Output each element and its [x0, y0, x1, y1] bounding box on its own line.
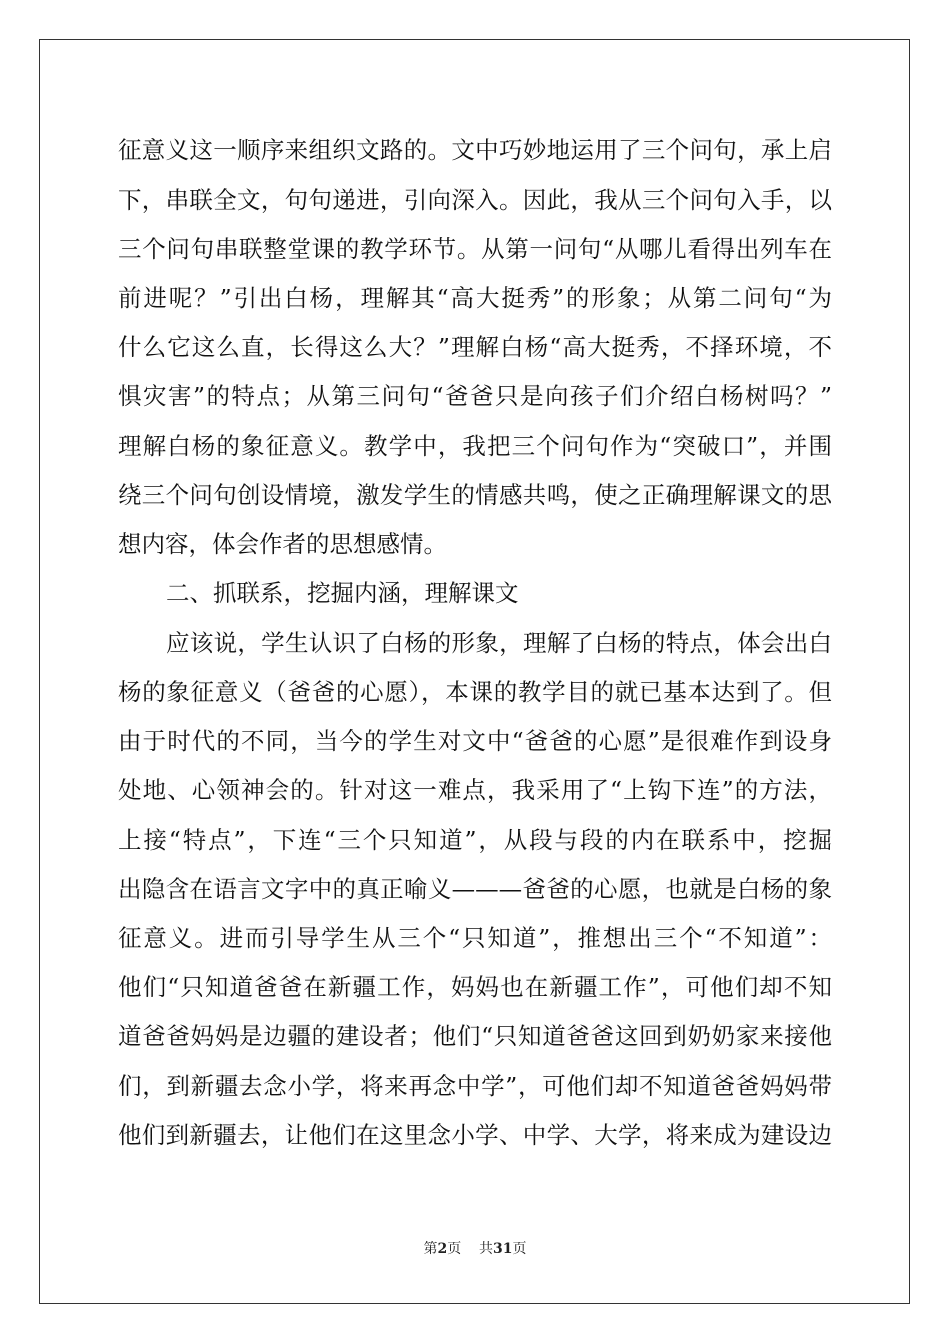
text-line: 们，到新疆去念小学，将来再念中学”，可他们却不知道爸爸妈妈带	[118, 1072, 832, 1100]
text-line: 征意义。进而引导学生从三个“只知道”，推想出三个“不知道”：	[118, 924, 832, 952]
text-line: 理解白杨的象征意义。教学中，我把三个问句作为“突破口”，并围	[118, 432, 832, 460]
text-line: 他们“只知道爸爸在新疆工作，妈妈也在新疆工作”，可他们却不知	[118, 973, 832, 1001]
text-line: 征意义这一顺序来组织文路的。文中巧妙地运用了三个问句，承上启	[118, 136, 832, 164]
text-line: 下，串联全文，句句递进，引向深入。因此，我从三个问句入手，以	[118, 186, 832, 214]
total-suffix: 页	[512, 1241, 527, 1257]
text-line: 杨的象征意义（爸爸的心愿），本课的教学目的就已基本达到了。但	[118, 678, 832, 706]
page-number: 2	[437, 1241, 448, 1257]
text-line: 由于时代的不同，当今的学生对文中“爸爸的心愿”是很难作到设身	[118, 727, 832, 755]
page-footer	[0, 1239, 950, 1259]
total-prefix: 共	[479, 1241, 494, 1257]
text-line: 应该说，学生认识了白杨的形象，理解了白杨的特点，体会出白	[166, 629, 832, 657]
text-line: 处地、心领神会的。针对这一难点，我采用了“上钩下连”的方法，	[118, 776, 832, 804]
page-suffix: 页	[447, 1241, 462, 1257]
section-heading: 二、抓联系，挖掘内涵，理解课文	[166, 579, 519, 607]
page-prefix: 第	[423, 1241, 438, 1257]
text-line: 想内容，体会作者的思想感情。	[118, 530, 447, 558]
text-line: 绕三个问句创设情境，激发学生的情感共鸣，使之正确理解课文的思	[118, 481, 832, 509]
text-line: 三个问句串联整堂课的教学环节。从第一问句“从哪儿看得出列车在	[118, 235, 832, 263]
text-line: 什么它这么直，长得这么大？”理解白杨“高大挺秀，不择环境，不	[118, 333, 832, 361]
total-pages: 31	[493, 1241, 513, 1257]
text-line: 惧灾害”的特点；从第三问句“爸爸只是向孩子们介绍白杨树吗？”	[118, 382, 832, 410]
text-line: 他们到新疆去，让他们在这里念小学、中学、大学，将来成为建设边	[118, 1121, 832, 1149]
text-line: 前进呢？”引出白杨，理解其“高大挺秀”的形象；从第二问句“为	[118, 284, 832, 312]
text-line: 出隐含在语言文字中的真正喻义———爸爸的心愿，也就是白杨的象	[118, 875, 832, 903]
text-line: 上接“特点”，下连“三个只知道”，从段与段的内在联系中，挖掘	[118, 826, 832, 854]
text-line: 道爸爸妈妈是边疆的建设者；他们“只知道爸爸这回到奶奶家来接他	[118, 1022, 832, 1050]
